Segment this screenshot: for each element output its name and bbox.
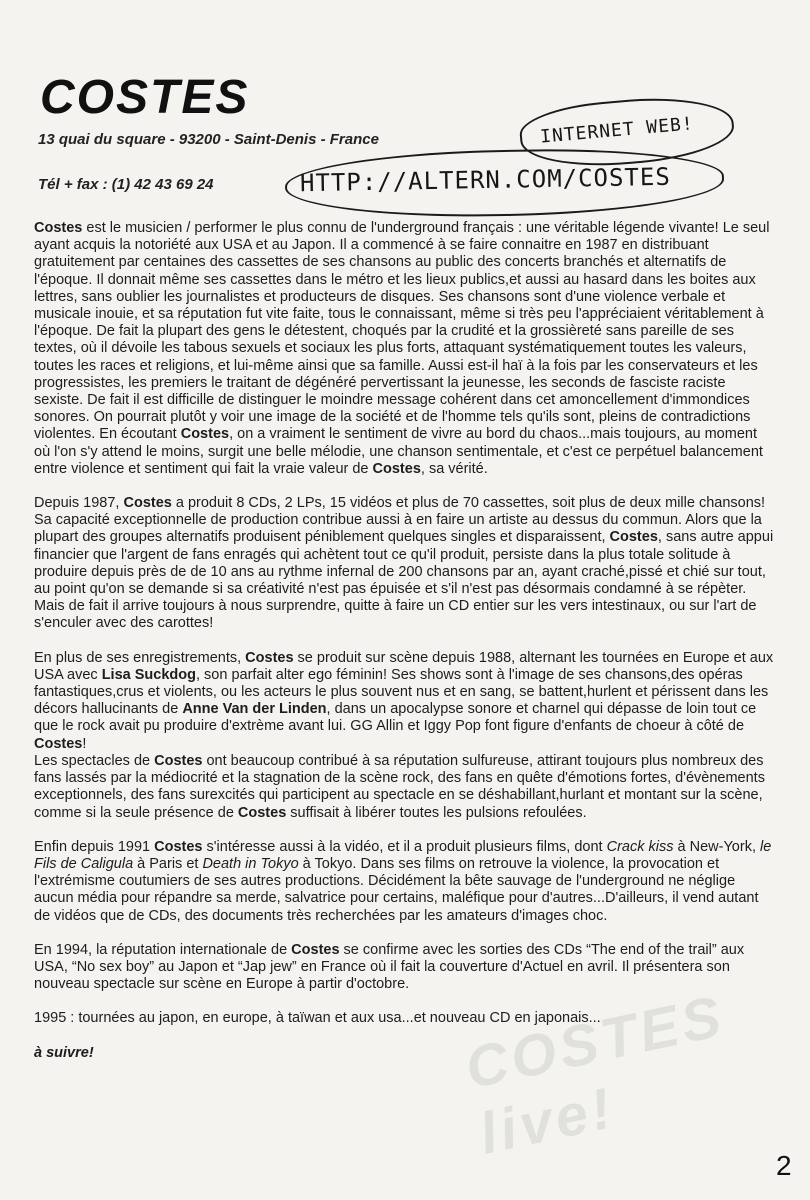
address-line: 13 quai du square - 93200 - Saint-Denis - France — [38, 131, 379, 148]
paragraph-text: Les spectacles de — [34, 752, 155, 769]
paragraph-text: suffisait à libérer toutes les pulsions refoulées. — [286, 804, 587, 821]
film-title: le Fils de Caligula — [34, 838, 772, 872]
artist-name: Costes — [372, 460, 421, 477]
artist-name: Costes — [154, 752, 203, 769]
background-watermark: COSTES live! — [459, 983, 731, 1167]
brand-title: COSTES — [40, 71, 250, 124]
paragraph-text: se produit sur scène depuis 1988, alternant les tournées en Europe et aux USA avec — [34, 649, 774, 683]
paragraph-text: , dans un apocalypse sonore et charnel qui dépasse de loin tout ce que le rock avait pu produire d'extrème avant lui. GG Allin et Iggy Pop font figure d'enfants de choeur à côté de — [34, 701, 757, 735]
paragraph-text: s'intéresse aussi à la vidéo, et il a produit plusieurs films, dont — [202, 838, 607, 855]
artist-name: Costes — [609, 529, 658, 546]
paragraph-text: à Paris et — [133, 855, 203, 872]
collaborator-name: Anne Van der Linden — [182, 701, 327, 718]
paragraph-text: à New-York, — [673, 838, 760, 855]
paragraph-5 — [34, 942, 774, 994]
artist-name: Costes — [154, 838, 203, 855]
collaborator-name: Lisa Suckdog — [101, 666, 196, 683]
paragraph-text: En 1994, la réputation internationale de — [34, 941, 292, 958]
paragraph-6: 1995 : tournées au japon, en europe, à taïwan et aux usa...et nouveau CD en japonais... — [34, 1010, 601, 1027]
film-title: Death in Tokyo — [202, 855, 299, 872]
paragraph-text: En plus de ses enregistrements, — [34, 649, 246, 666]
paragraph-text: , son parfait alter ego féminin! Ses shows sont à l'image de ses chansons,des opéras fantastiques,crus et violents, ou les acteurs le plus souvent nus et en sang, se battent,hurlent et périssent dans les décors hallucinants de — [34, 666, 769, 718]
paragraph-text: est le musicien / performer le plus connu de l'underground français : une véritable légende vivante! Le seul ayant acquis la notoriété aux USA et au Japon. Il a commencé à se faire connaitre en 1987 en distribuant gratuitement par centaines des cassettes de ses chansons au public des concerts branchés et alternatifs de l'époque. Il donnait même ses cassettes dans le métro et les lieux publics,et aussi au hasard dans les boites aux lettres, sans oublier les journalistes et producteurs de disques. Ses chansons sont d'une violence verbale et musicale inouie, et sa réputation fut vite faite, tous le connaissant, même si très peu l'appréciaient véritablement à l'époque. De fait la plupart des gens le détestent, choqués par la crudité et la grossièreté sans pareille de ses textes, où il dévoile les tabous sexuels et sociaux les plus forts, attaquant systématiquement toutes les valeurs, toutes les races et religions, et lui-même ainsi que sa famille. Aussi est-il haï à la fois par les conservateurs et les progressistes, les premiers le traitant de dégénéré pervertissant la jeunesse, les seconds de fasciste raciste sexiste. De fait il est difficille de distinguer le moindre message cohérent dans cet amoncellement d'immondices sonores. On pourrait plutôt y voir une image de la société et de l'homme tels qu'ils sont, pleins de contradictions violentes. En écoutant — [34, 220, 770, 443]
artist-name: Costes — [245, 649, 294, 666]
artist-name: Costes — [291, 941, 340, 958]
handwritten-web-note: INTERNET WEB! — [539, 113, 695, 148]
artist-name: Costes — [34, 735, 83, 752]
artist-name: Costes — [34, 220, 83, 236]
film-title: Crack kiss — [606, 838, 674, 855]
paragraph-text: , on a vraiment le sentiment de vivre au bord du chaos...mais toujours, au moment où l'on s'y attend le moins, surgit une belle mélodie, une chanson sentimentale, et c'est ce perpétuel balancement entre violence et sentiment qui fait la vraie valeur de — [34, 426, 763, 477]
paragraph-text: se confirme avec les sorties des CDs “The end of the trail” aux USA, “No sex boy” au Japon et “Jap jew” en France où il fait la couverture d'Actuel en avril. Il présentera son nouveau spectacle sur scène en Europe à partir d'octobre. — [34, 941, 745, 993]
phone-line: Tél + fax : (1) 42 43 69 24 — [38, 176, 214, 193]
artist-name: Costes — [180, 426, 230, 443]
paragraph-text: Enfin depuis 1991 — [34, 838, 155, 855]
paragraph-3 — [34, 650, 774, 822]
paragraph-4 — [34, 839, 774, 925]
artist-name: Costes — [237, 804, 287, 821]
paragraph-text: à Tokyo. Dans ses films on retrouve la violence, la provocation et l'extrémisme coutumiers de ses autres productions. Décidément la bête sauvage de l'underground ne néglige aucun média pour répandre sa merde, salvatrice pour certains, maléfique pour d'autres...D'ailleurs, il vend autant de vidéos que de CDs, des documents très recherchées par les amateurs d'images choc. — [34, 855, 759, 924]
closing-line: à suivre! — [34, 1044, 94, 1061]
paragraph-text: , sans autre appui financier que l'argent de fans enragés qui achètent tout ce qu'il produit, persiste dans la plus totale solitude à produire depuis près de de 10 ans au rythme infernal de 200 chansons par an, ayant craché,pissé et chié sur tout, au point qu'on se demande si sa créativité n'est pas épuisée et s'il n'est pas désormais condamné à se répèter. Mais de fait il arrive toujours à nous surprendre, quitte à faire un CD entier sur les vers intestinaux, ou sur l'art de s'enculer avec des carottes! — [34, 529, 774, 632]
paragraph-text: Depuis 1987, — [34, 495, 124, 512]
paragraph-2 — [34, 495, 774, 633]
paragraph-text: , sa vérité. — [420, 460, 488, 477]
article-body — [34, 220, 774, 1079]
artist-name: Costes — [123, 495, 172, 512]
handwritten-url-note: HTTP://ALTERN.COM/COSTES — [299, 162, 671, 198]
paragraph-text: a produit 8 CDs, 2 LPs, 15 vidéos et plus de 70 cassettes, soit plus de deux mille chansons! Sa capacité exceptionnelle de production contribue aussi à en faire un artiste au dessus du commun. Alors que la plupart des groupes alternatifs produisent péniblement quelques singles et disparaissent, — [34, 495, 766, 546]
paragraph-text: ont beaucoup contribué à sa réputation sulfureuse, attirant toujours plus nombreux des fans lassés par la médiocrité et la stagnation de la scène rock, des fans en quête d'émotions fortes, d'évènements exceptionnels, des fans surexcités qui participent au spectacle en se déshabillant,hurlant et montant sur la scène, comme si la seule présence de — [34, 752, 765, 821]
page-number: 2 — [776, 1150, 792, 1181]
paragraph-1 — [34, 220, 774, 478]
paragraph-text: ! — [82, 735, 87, 752]
